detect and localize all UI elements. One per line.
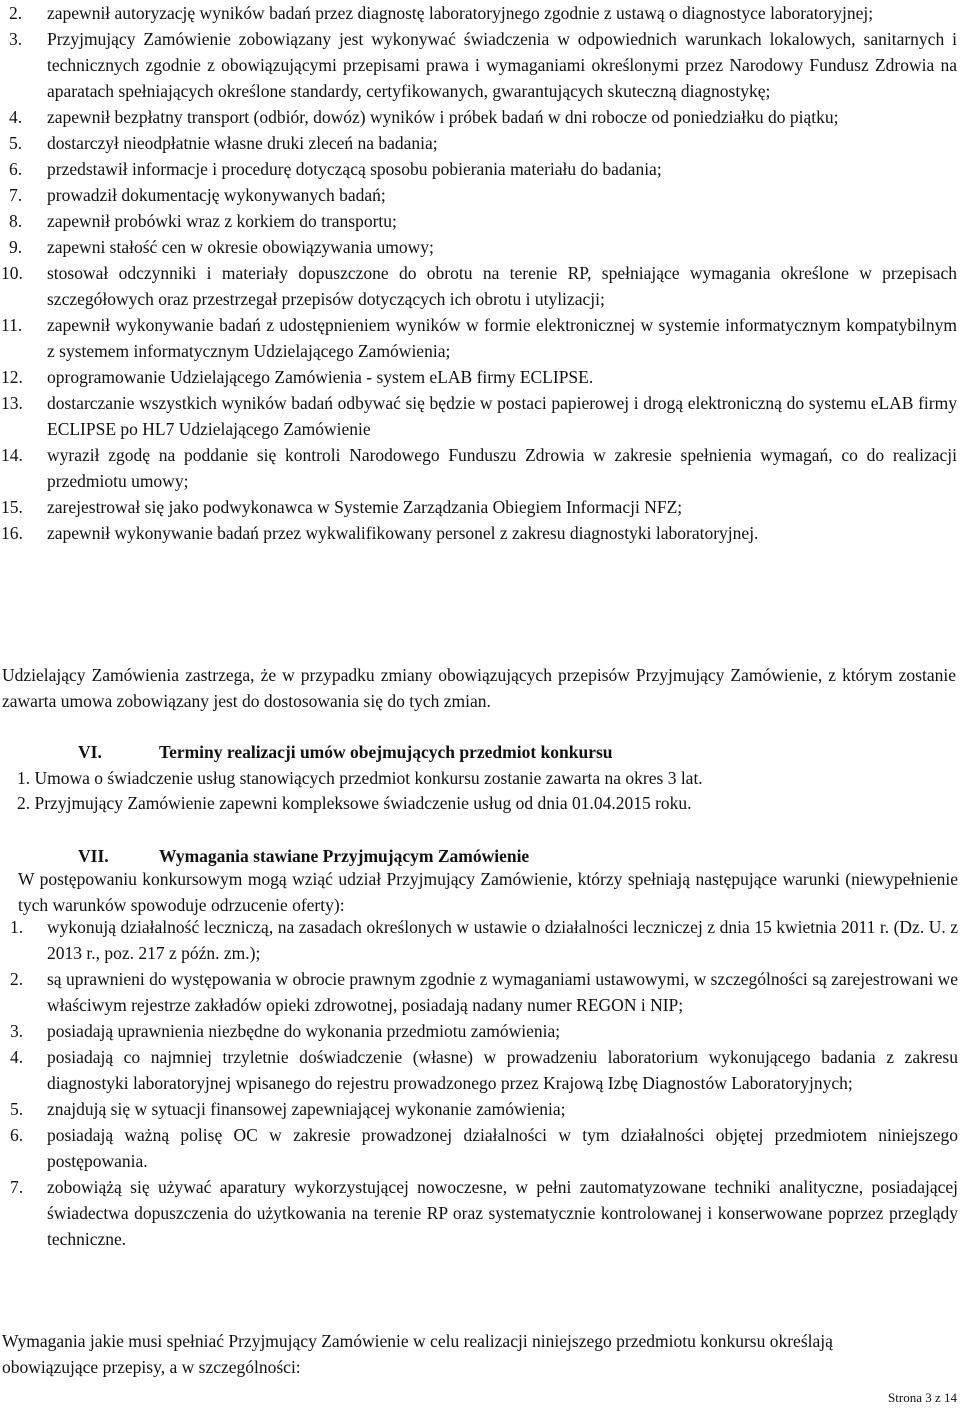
item-text: są uprawnieni do występowania w obrocie prawnym zgodnie z wymaganiami ustawowymi, w szczególności są zarejestrowani we właściwym rejestrze zakładów opieki zdrowotnej, posiadają nadany numer REGON i NIP; — [47, 969, 958, 1015]
item-text: posiadają co najmniej trzyletnie doświadczenie (własne) w prowadzeniu laboratorium wykonującego badania z zakresu diagnostyki laboratoryjnej wpisanego do rejestru prowadzonego przez Krajową Izbę Diagnostów Laboratoryjnych; — [47, 1047, 958, 1093]
list-item: 2. Przyjmujący Zamówienie zapewni kompleksowe świadczenie usług od dnia 01.04.2015 roku. — [17, 793, 692, 813]
list-item — [0, 0, 957, 26]
item-text: posiadają uprawnienia niezbędne do wykonania przedmiotu zamówienia; — [47, 1021, 561, 1041]
item-text: dostarczył nieodpłatnie własne druki zleceń na badania; — [47, 133, 438, 153]
section-heading: Wymagania stawiane Przyjmującym Zamówienie — [159, 846, 530, 866]
item-number: 3. — [9, 29, 23, 49]
list-item — [0, 914, 958, 966]
item-text: zapewnił autoryzację wyników badań przez diagnostę laboratoryjnego zgodnie z ustawą o diagnostyce laboratoryjnej; — [47, 3, 874, 23]
list-item — [0, 182, 957, 208]
list-item — [0, 1096, 958, 1122]
item-text: zapewnił bezpłatny transport (odbiór, dowóz) wyników i próbek badań w dni robocze od poniedziałku do piątku; — [47, 107, 839, 127]
item-text: posiadają ważną polisę OC w zakresie prowadzonej działalności w tym działalności objętej przedmiotem niniejszego postępowania. — [47, 1125, 958, 1171]
item-text: zapewni stałość cen w okresie obowiązywania umowy; — [47, 237, 434, 257]
list-item — [0, 26, 957, 104]
item-text: prowadził dokumentację wykonywanych badań; — [47, 185, 386, 205]
closing-paragraph: Wymagania jakie musi spełniać Przyjmujący Zamówienie w celu realizacji niniejszego przedmiotu konkursu określają obowiązujące przepisy, a w szczególności: — [2, 1331, 833, 1377]
list-item — [0, 442, 957, 494]
item-text: znajdują się w sytuacji finansowej zapewniającej wykonanie zamówienia; — [47, 1099, 566, 1119]
list-item: 1. Umowa o świadczenie usług stanowiących przedmiot konkursu zostanie zawarta na okres 3 lat. — [17, 768, 703, 788]
list-item — [0, 130, 957, 156]
list-item — [0, 208, 957, 234]
item-number: 9. — [9, 237, 23, 257]
list-item — [0, 364, 957, 390]
section-number: VII. — [78, 846, 109, 866]
item-number: 7. — [10, 1177, 24, 1197]
item-number: 8. — [9, 211, 23, 231]
item-text: zapewnił probówki wraz z korkiem do transportu; — [47, 211, 397, 231]
item-number: 11. — [1, 315, 23, 335]
item-text: zapewnił wykonywanie badań z udostępnieniem wyników w formie elektronicznej w systemie informatycznym kompatybilnym z systemem informatycznym Udzielającego Zamówienia; — [47, 315, 957, 361]
item-number: 12. — [1, 367, 23, 387]
section-intro: W postępowaniu konkursowym mogą wziąć udział Przyjmujący Zamówienie, którzy spełniają następujące warunki (niewypełnienie tych warunków spowoduje odrzucenie oferty): — [18, 869, 958, 915]
item-number: 10. — [1, 263, 23, 283]
item-number: 1. — [10, 917, 24, 937]
item-text: dostarczanie wszystkich wyników badań odbywać się będzie w postaci papierowej i drogą elektroniczną do systemu eLAB firmy ECLIPSE po HL7 Udzielającego Zamówienie — [47, 393, 957, 439]
item-number: 6. — [9, 159, 23, 179]
item-number: 5. — [10, 1099, 24, 1119]
item-number: 7. — [9, 185, 23, 205]
requirements-list — [0, 0, 957, 546]
list-item — [0, 494, 957, 520]
item-text: zarejestrował się jako podwykonawca w Systemie Zarządzania Obiegiem Informacji NFZ; — [47, 497, 683, 517]
item-number: 6. — [10, 1125, 24, 1145]
list-item — [0, 104, 957, 130]
list-item — [0, 156, 957, 182]
list-item — [0, 1122, 958, 1174]
list-item — [0, 234, 957, 260]
item-text: zobowiążą się używać aparatury wykorzystującej nowoczesne, w pełni zautomatyzowane techniki analityczne, posiadającej świadectwa dopuszczenia do użytkowania na terenie RP oraz systematycznie kontrolowanej i konserwowane poprzez przeglądy techniczne. — [47, 1177, 958, 1249]
list-item — [0, 312, 957, 364]
item-number: 13. — [1, 393, 23, 413]
section-number: VI. — [78, 742, 102, 762]
list-item — [0, 1044, 958, 1096]
item-text: oprogramowanie Udzielającego Zamówienia - system eLAB firmy ECLIPSE. — [47, 367, 594, 387]
item-text: zapewnił wykonywanie badań przez wykwalifikowany personel z zakresu diagnostyki laboratoryjnej. — [47, 523, 759, 543]
amendment-paragraph: Udzielający Zamówienia zastrzega, że w przypadku zmiany obowiązujących przepisów Przyjmujący Zamówienie, z którym zostanie zawarta umowa zobowiązany jest do dostosowania się do tych zmian. — [2, 665, 956, 711]
item-number: 3. — [10, 1021, 24, 1041]
item-number: 14. — [1, 445, 23, 465]
list-item — [0, 1018, 958, 1044]
item-text: stosował odczynniki i materiały dopuszczone do obrotu na terenie RP, spełniające wymagania określone w przepisach szczegółowych oraz przestrzegał przepisów dotyczących ich obrotu i utylizacji; — [47, 263, 957, 309]
page-number: Strona 3 z 14 — [888, 1390, 957, 1405]
item-number: 2. — [10, 969, 24, 989]
conditions-list — [0, 914, 958, 1252]
list-item — [0, 260, 957, 312]
item-number: 2. — [9, 3, 23, 23]
list-item — [0, 966, 958, 1018]
item-number: 4. — [9, 107, 23, 127]
item-number: 5. — [9, 133, 23, 153]
section-heading: Terminy realizacji umów obejmujących przedmiot konkursu — [159, 742, 613, 762]
item-number: 4. — [10, 1047, 24, 1067]
list-item — [0, 390, 957, 442]
list-item — [0, 1174, 958, 1252]
item-text: wyraził zgodę na poddanie się kontroli Narodowego Funduszu Zdrowia w zakresie spełnienia wymagań, co do realizacji przedmiotu umowy; — [47, 445, 957, 491]
item-text: Przyjmujący Zamówienie zobowiązany jest wykonywać świadczenia w odpowiednich warunkach lokalowych, sanitarnych i technicznych zgodnie z obowiązującymi przepisami prawa i wymaganiami określonymi przez Narodowy Fundusz Zdrowia na aparatach spełniających określone standardy, certyfikowanych, gwarantujących skuteczną diagnostykę; — [47, 29, 957, 101]
list-item — [0, 520, 957, 546]
item-text: wykonują działalność leczniczą, na zasadach określonych w ustawie o działalności leczniczej z dnia 15 kwietnia 2011 r. (Dz. U. z 2013 r., poz. 217 z późn. zm.); — [47, 917, 958, 963]
item-number: 15. — [1, 497, 23, 517]
item-number: 16. — [1, 523, 23, 543]
item-text: przedstawił informacje i procedurę dotyczącą sposobu pobierania materiału do badania; — [47, 159, 662, 179]
